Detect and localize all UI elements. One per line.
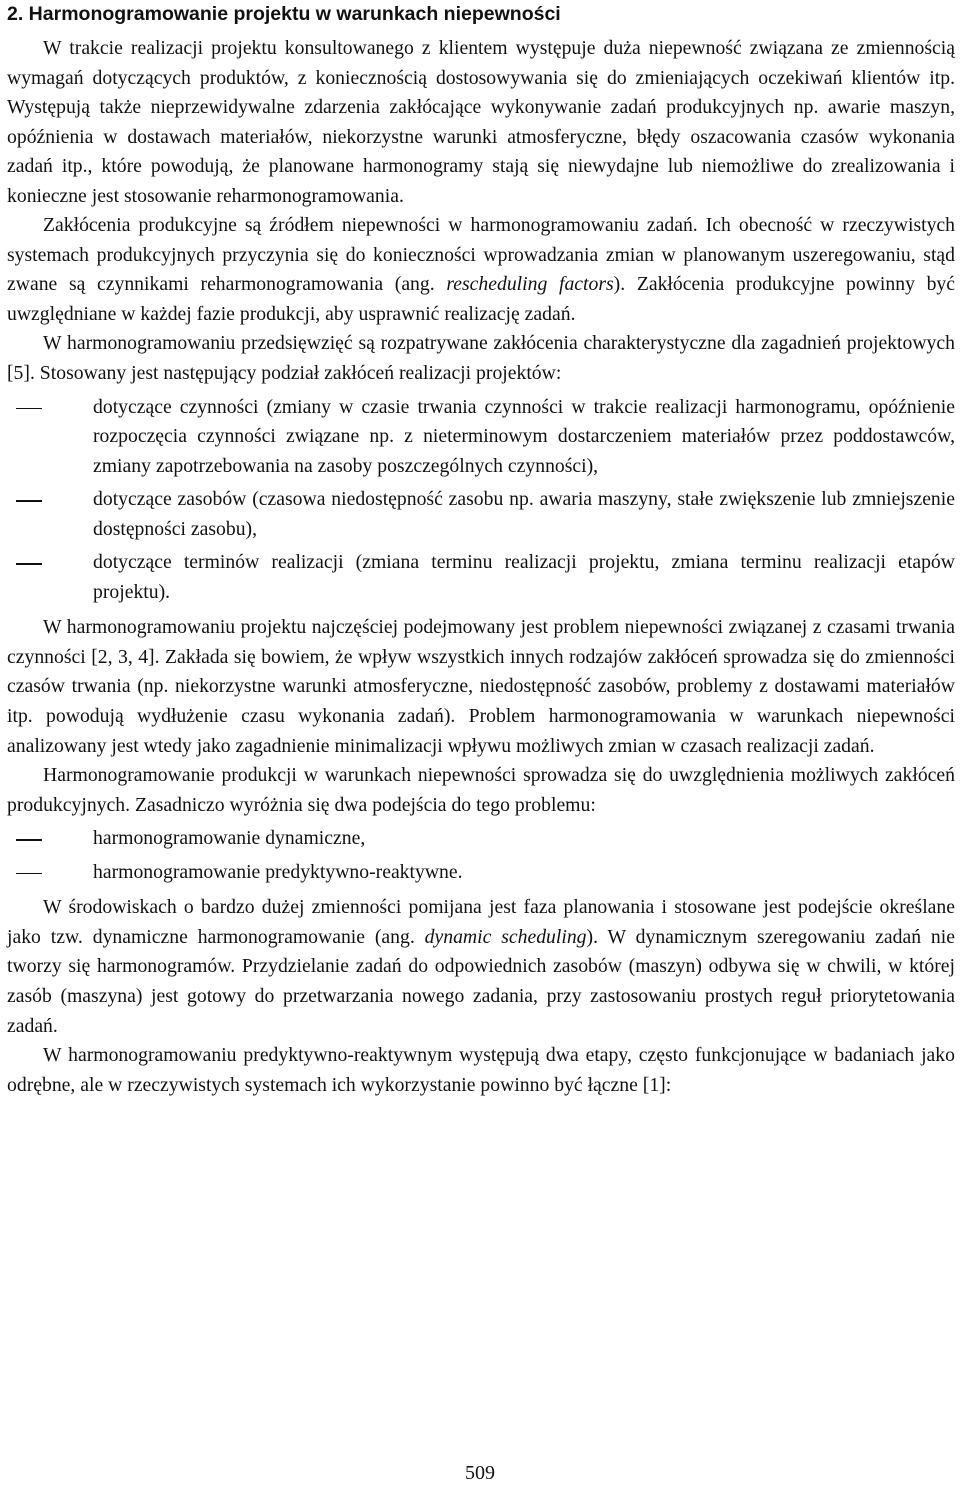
dash-bullet (16, 500, 42, 502)
list-item-text: harmonogramowanie dynamiczne, (93, 827, 366, 850)
disruption-list (7, 393, 955, 608)
list-item-text: dotyczące czynności (zmiany w czasie trwania czynności w trakcie realizacji harmonogramu, opóźnienie rozpoczęcia czynności związane np. z nieterminowym dostarczeniem materiałów przez poddostawców, zmiany zapotrzebowania na zasoby poszczególnych czynności), (93, 395, 955, 477)
paragraph-text: Zakłócenia produkcyjne są źródłem niepewności w harmonogramowaniu zadań. Ich obecność w rzeczywistych systemach produkcyjnych przyczynia się do konieczności wprowadzania zmian w planowanym uszeregowaniu, stąd zwane są czynnikami reharmonogramowania (ang. (7, 214, 955, 296)
body-text (7, 34, 955, 1100)
section-title: 2. Harmonogramowanie projektu w warunkach niepewności (7, 3, 561, 25)
foreign-term: rescheduling factors (446, 273, 614, 296)
paragraph-activity-duration: W harmonogramowaniu projektu najczęściej podejmowany jest problem niepewności związanej z czasami trwania czynności [2, 3, 4]. Zakłada się bowiem, że wpływ wszystkich innych rodzajów zakłóceń sprowadza się do zmienności czasów trwania (np. niekorzystne warunki atmosferyczne, niedostępność zasobów, problemy z dostawami materiałów itp. powodują wydłużenie czasu wykonania zadań). Problem harmonogramowania w warunkach niepewności analizowany jest wtedy jako zagadnienie minimalizacji wpływu możliwych zmian w czasach realizacji zadań. (7, 616, 955, 757)
list-item (7, 548, 955, 607)
dash-bullet (16, 839, 42, 841)
dash-bullet (16, 873, 42, 875)
list-item-text: dotyczące terminów realizacji (zmiana terminu realizacji projektu, zmiana terminu realizacji etapów projektu). (93, 551, 955, 603)
paragraph-uncertainty-intro: W trakcie realizacji projektu konsultowanego z klientem występuje duża niepewność związana ze zmiennością wymagań dotyczących produktów, z koniecznością dostosowywania się do zmieniających oczekiwań klientów itp. Występują także nieprzewidywalne zdarzenia zakłócające wykonywanie zadań produkcyjnych np. awarie maszyn, opóźnienia w dostawach materiałów, niekorzystne warunki atmosferyczne, błędy oszacowania czasów wykonania zadań itp., które powodują, że planowane harmonogramy stają się niewydajne lub niemożliwe do zrealizowania i konieczne jest stosowanie reharmonogramowania. (7, 37, 955, 207)
list-item (7, 393, 955, 482)
paragraph-dynamic-scheduling (7, 893, 955, 1041)
list-item (7, 824, 955, 854)
list-item (7, 858, 955, 888)
list-item-text: dotyczące zasobów (czasowa niedostępność zasobu np. awaria maszyny, stałe zwiększenie lub zmniejszenie dostępności zasobu), (93, 488, 955, 540)
dash-bullet (16, 563, 42, 565)
approach-list (7, 824, 955, 887)
page-number: 509 (465, 1462, 495, 1484)
document-page (7, 0, 955, 1100)
list-item (7, 485, 955, 544)
foreign-term: dynamic scheduling (424, 925, 587, 948)
paragraph-text: ). Zakłócenia produkcyjne powinny być uwzględniane w każdej fazie produkcji, aby usprawnić realizację zadań. (7, 273, 956, 325)
paragraph-text: ). W dynamicznym szeregowaniu zadań nie tworzy się harmonogramów. Przydzielanie zadań do odpowiednich zasobów (maszyn) odbywa się w chwili, w której zasób (maszyna) jest gotowy do przetwarzania nowego zadania, przy zastosowaniu prostych reguł priorytetowania zadań. (7, 925, 955, 1037)
paragraph-project-disruptions: W harmonogramowaniu przedsięwzięć są rozpatrywane zakłócenia charakterystyczne dla zagadnień projektowych [5]. Stosowany jest następujący podział zakłóceń realizacji projektów: (7, 332, 955, 385)
list-item-text: harmonogramowanie predyktywno-reaktywne. (93, 860, 463, 883)
dash-bullet (16, 408, 42, 410)
paragraph-predictive-reactive: W harmonogramowaniu predyktywno-reaktywnym występują dwa etapy, często funkcjonujące w badaniach jako odrębne, ale w rzeczywistych systemach ich wykorzystanie powinno być łączne [1]: (7, 1044, 955, 1096)
paragraph-production-disruptions (7, 211, 955, 329)
paragraph-text: W środowiskach o bardzo dużej zmienności pomijana jest faza planowania i stosowane jest podejście określane jako tzw. dynamiczne harmonogramowanie (ang. (7, 896, 955, 948)
paragraph-approaches-intro: Harmonogramowanie produkcji w warunkach niepewności sprowadza się do uwzględnienia możliwych zakłóceń produkcyjnych. Zasadniczo wyróżnia się dwa podejścia do tego problemu: (7, 764, 955, 816)
